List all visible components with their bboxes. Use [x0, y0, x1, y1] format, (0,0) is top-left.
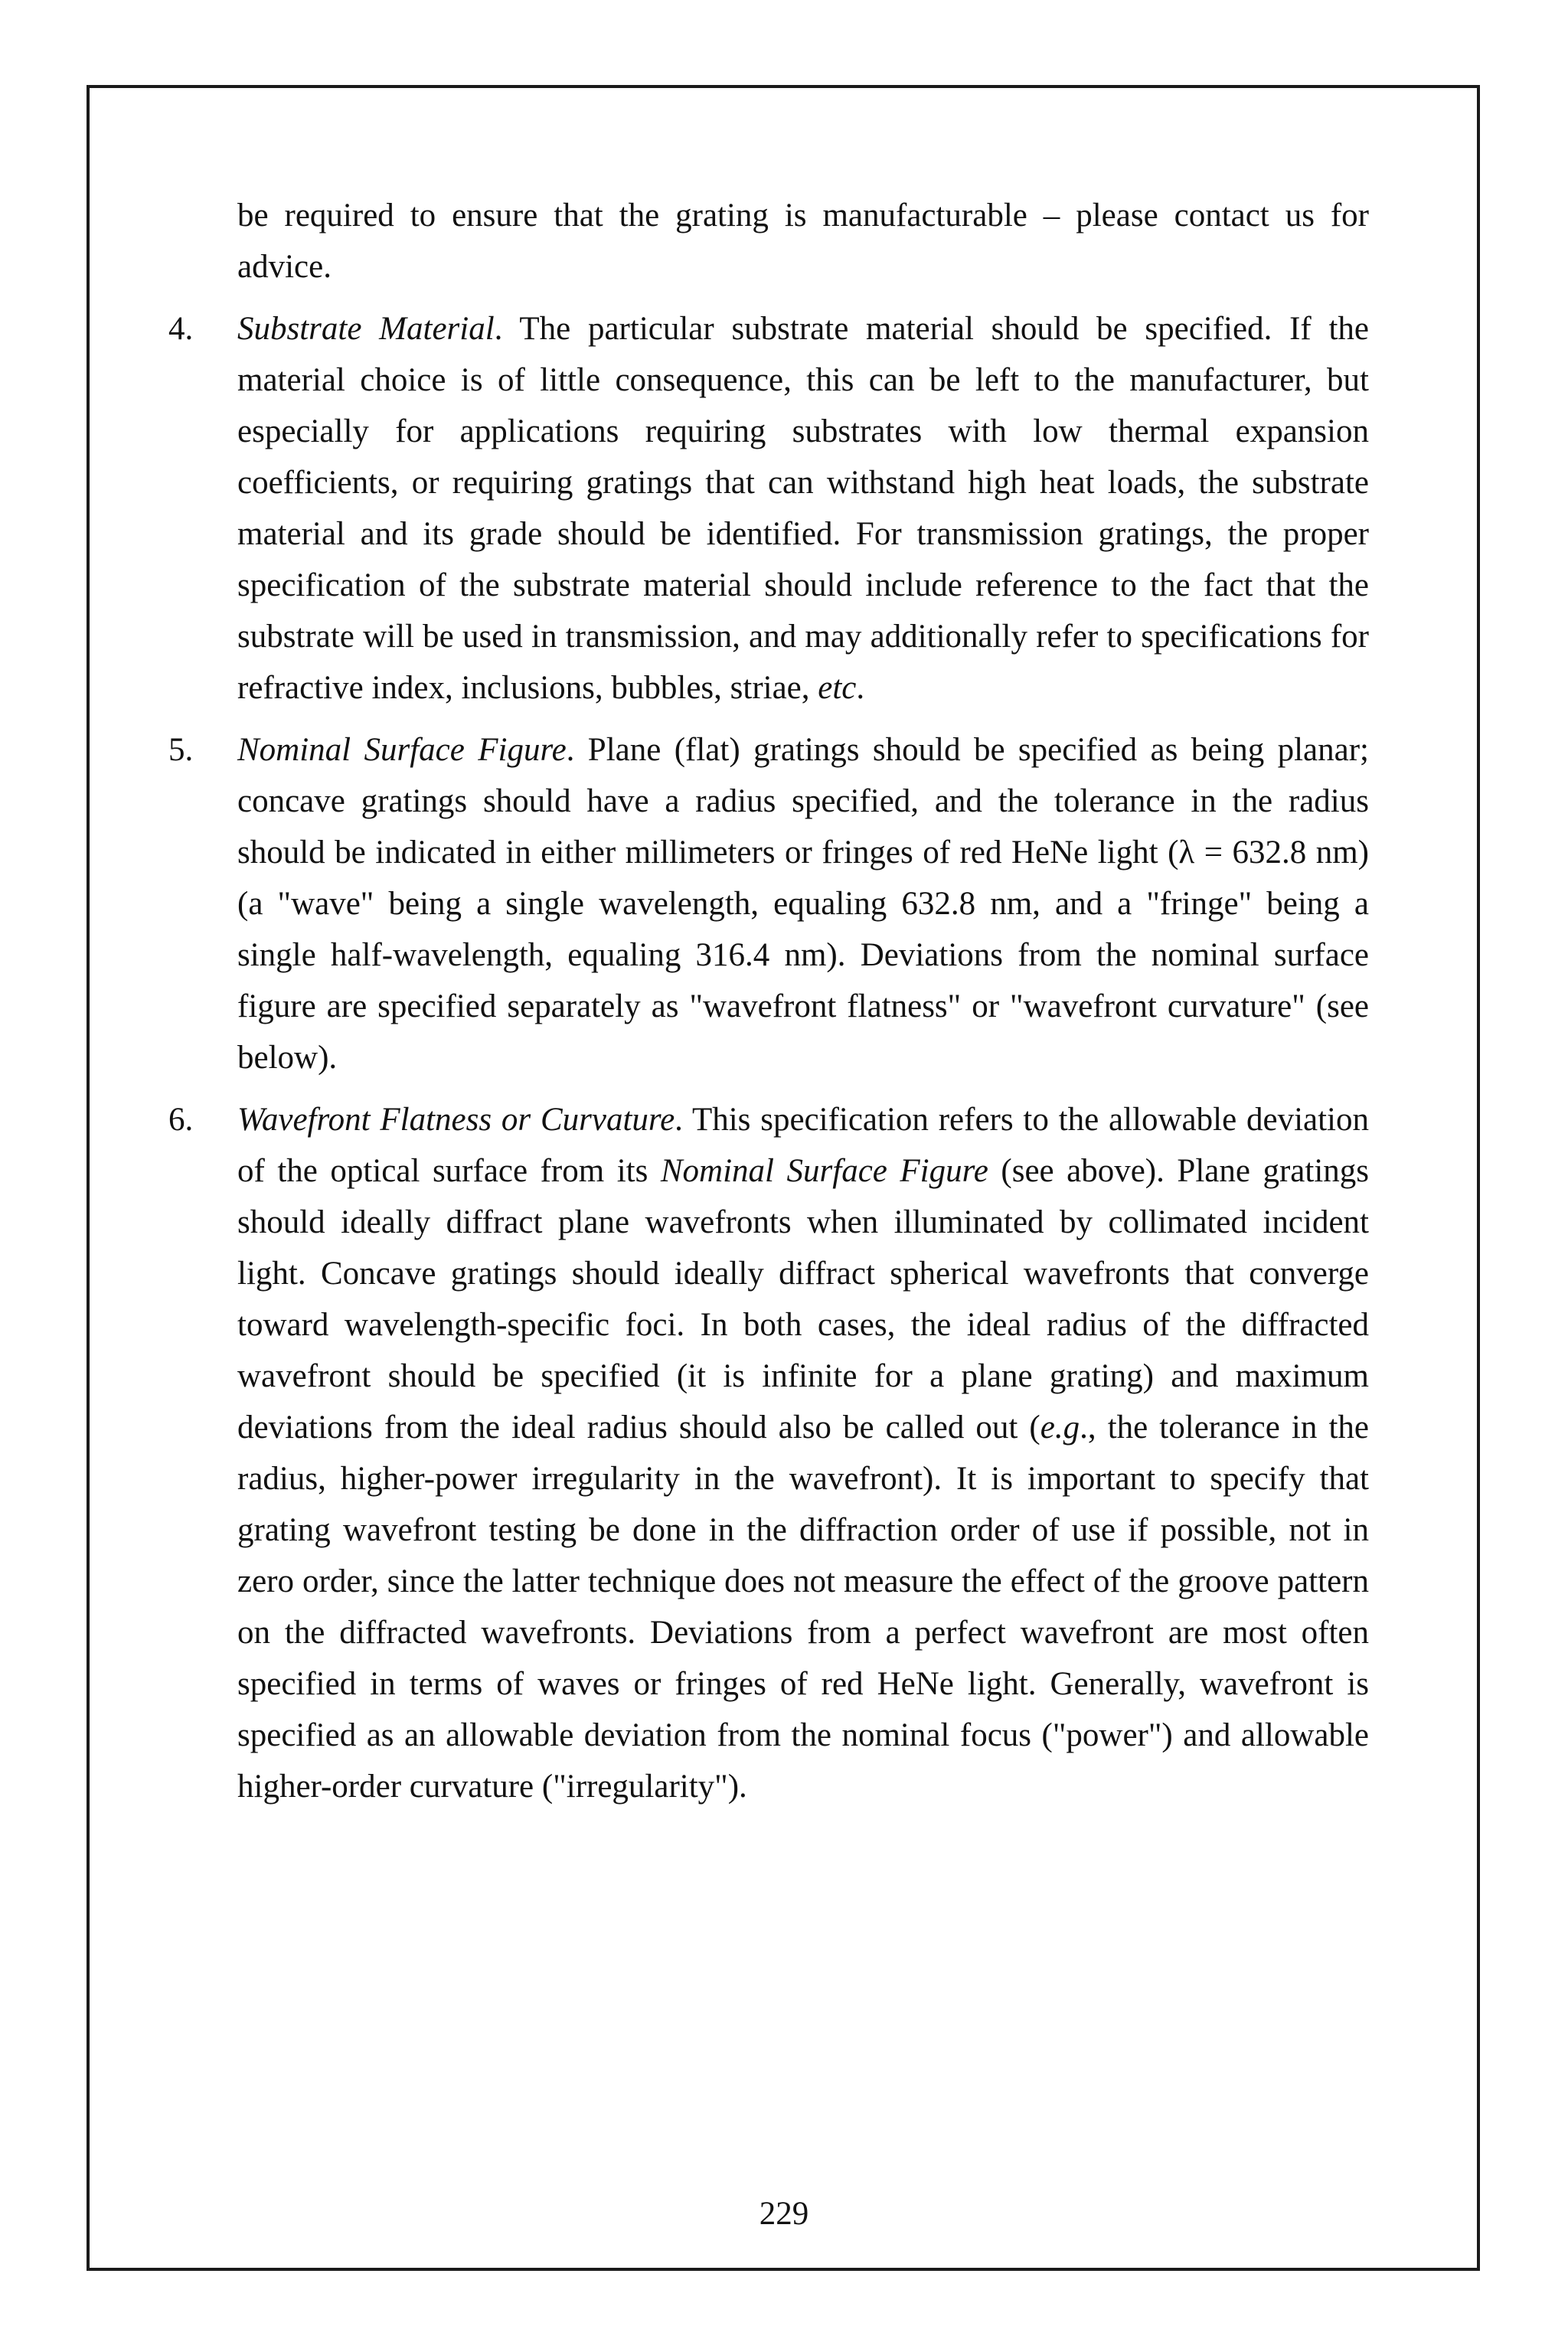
list-item-number: 6. [168, 1102, 194, 1138]
list-item-title: Wavefront Flatness or Curvature [237, 1102, 675, 1138]
list-item-eg: e.g [1040, 1410, 1080, 1446]
list-item-body: . Plane (flat) gratings should be specified as being planar; concave gratings should have a radius specified, and the tolerance in the radius should be indicated in either millimeters or fringes of red HeNe light (λ = 632.8 nm) (a "wave" being a single wavelength, equaling 632.8 nm, and a "fringe" being a single half-wavelength, equaling 316.4 nm). Deviations from the nominal surface figure are specified separately as "wavefront flatness" or "wavefront curvature" (see below). [237, 732, 1369, 1076]
list-item-body-a: . This specification refers to the allowable deviation of the optical surface from its [237, 1102, 1369, 1189]
list-item-number: 4. [168, 311, 194, 347]
list-item-reference: Nominal Surface Figure [660, 1153, 988, 1189]
list-item-substrate-material [168, 303, 1369, 714]
list-item-wavefront-flatness [168, 1094, 1369, 1812]
page-number: 229 [759, 2196, 809, 2232]
list-item-end: . [856, 670, 865, 706]
list-item-body-c: ., the tolerance in the radius, higher-power irregularity in the wavefront). It is important to specify that grating wavefront testing be done in the diffraction order of use if possible, not in zero order, since the latter technique does not measure the effect of the groove pattern on the diffracted wavefronts. Deviations from a perfect wavefront are most often specified in terms of waves or fringes of red HeNe light. Generally, wavefront is specified as an allowable deviation from the nominal focus ("power") and allowable higher-order curvature ("irregularity"). [237, 1410, 1369, 1805]
list-item-etc: etc [818, 670, 857, 706]
continuation-text: be required to ensure that the grating is manufacturable – please contact us for advice. [237, 198, 1369, 285]
list-item-body-b: (see above). Plane gratings should ideally diffract plane wavefronts when illuminated by collimated incident light. Concave gratings should ideally diffract spherical wavefronts that converge toward wavelength-specific foci. In both cases, the ideal radius of the diffracted wavefront should be specified (it is infinite for a plane grating) and maximum deviations from the ideal radius should also be called out ( [237, 1153, 1369, 1446]
page-content [168, 190, 1369, 1812]
list-item-title: Substrate Material [237, 311, 495, 347]
continuation-paragraph [237, 190, 1369, 292]
list-item-nominal-surface-figure [168, 724, 1369, 1083]
list-item-number: 5. [168, 732, 194, 768]
list-item-body: . The particular substrate material should be specified. If the material choice is of little consequence, this can be left to the manufacturer, but especially for applications requiring substrates with low thermal expansion coefficients, or requiring gratings that can withstand high heat loads, the substrate material and its grade should be identified. For transmission gratings, the proper specification of the substrate material should include reference to the fact that the substrate will be used in transmission, and may additionally refer to specifications for refractive index, inclusions, bubbles, striae, [237, 311, 1369, 706]
list-item-title: Nominal Surface Figure [237, 732, 567, 768]
